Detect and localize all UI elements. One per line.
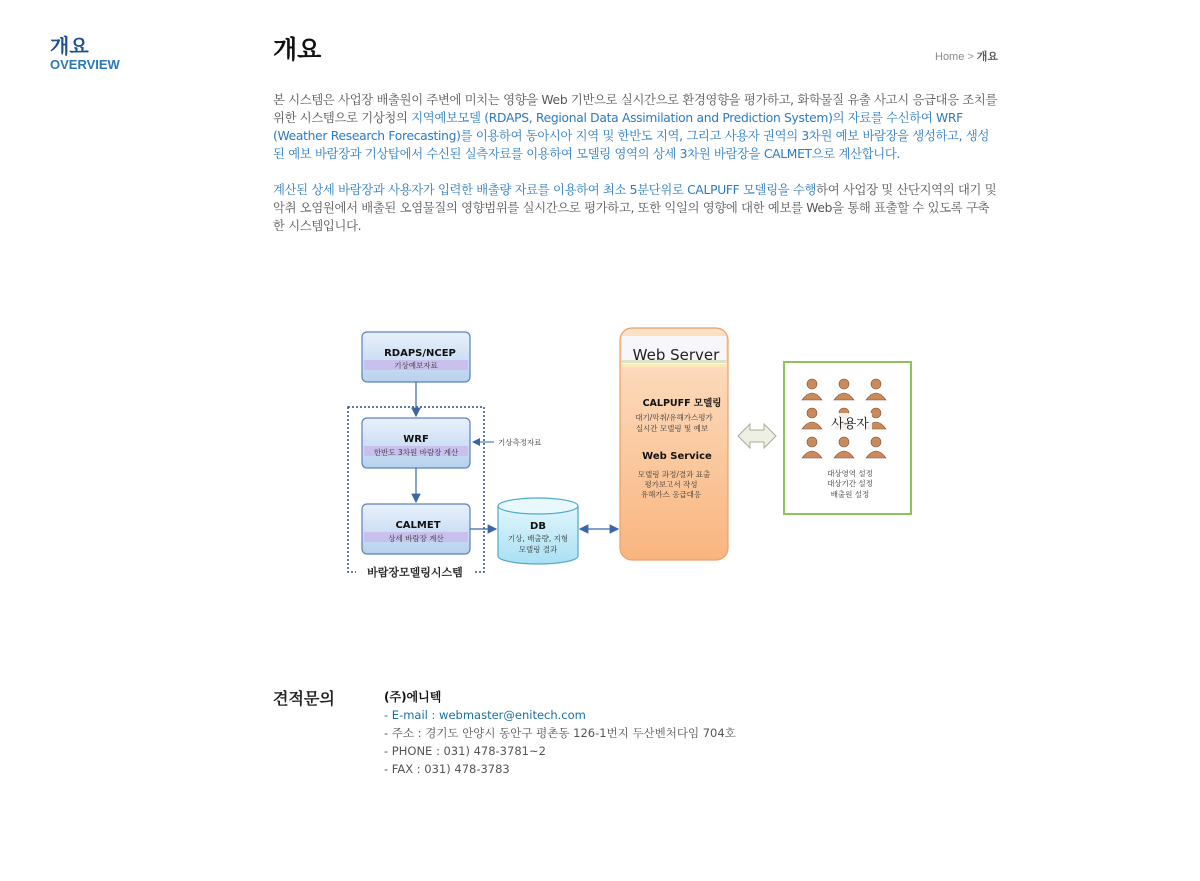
intro-p1-text: 본 시스템은 사업장 배출원이 주변에 미치는 영향을 Web 기반으로 실시간으로 환경영향을 평가하고, 화학물질 유출 사고시 응급대응 조치를 위한 시스템으로 기상청의 — [273, 93, 998, 125]
intro-p2-highlight: 계산된 상세 바람장과 사용자가 입력한 배출량 자료를 이용하여 최소 5분단위로 CALPUFF 모델링을 수행 — [273, 183, 817, 197]
rdaps-title: RDAPS/NCEP — [384, 348, 456, 359]
user-line2: 대상기간 설정 — [827, 479, 873, 488]
calmet-subtitle: 상세 바람장 계산 — [388, 534, 444, 543]
user-line1: 대상영역 설정 — [827, 469, 873, 478]
db-cylinder — [498, 498, 578, 564]
web-service-line2: 평가보고서 작성 — [644, 480, 698, 489]
contact-fax: - FAX : 031) 478-3783 — [384, 762, 510, 776]
system-diagram — [340, 320, 920, 590]
intro-p2-text: 하여 사업장 및 산단지역의 대기 및 악취 오염원에서 배출된 오염물질의 영향범위를 실시간으로 평가하고, 또한 익일의 영향에 대한 예보를 Web을 통해 표출할 수 있도록 구축한 시스템입니다. — [273, 183, 997, 233]
wrf-title: WRF — [403, 434, 429, 445]
web-server-title: Web Server — [632, 346, 720, 364]
web-service-title: Web Service — [642, 451, 712, 462]
web-service-line1: 모델링 과정/결과 표출 — [637, 470, 711, 479]
calmet-box — [362, 504, 470, 554]
breadcrumb-current: 개요 — [976, 51, 999, 63]
web-server-box — [620, 328, 728, 560]
calpuff-line1: 대기/악취/유해가스평가 — [635, 413, 713, 422]
user-box — [784, 362, 911, 514]
breadcrumb-home-link[interactable]: Home — [935, 51, 965, 63]
calmet-title: CALMET — [395, 520, 441, 531]
web-service-line3: 유해가스 응급대응 — [640, 490, 702, 499]
user-title: 사용자 — [831, 417, 869, 432]
intro-p1-highlight: 지역예보모델 (RDAPS, Regional Data Assimilation and Prediction System)의 자료를 수신하여 WRF (Weather Research Forecasting)를 이용하여 동아시아 지역 및 한반도 지역, 그리고 사용자 권역의 3차원 예보 바람장을 생성하고, 생성된 예보 바람장과 기상탑에서 수신된 실측자료를 이용하여 모델링 영역의 상세 3차원 바람장을 CALMET으로 계산합니다. — [273, 111, 990, 161]
double-arrow-icon — [738, 424, 776, 448]
sidebar-subtitle: OVERVIEW — [50, 57, 120, 72]
wrf-box — [362, 418, 470, 468]
contact-phone: - PHONE : 031) 478-3781~2 — [384, 744, 546, 758]
calpuff-title: CALPUFF 모델링 — [642, 398, 722, 409]
contact-title: 견적문의 — [273, 689, 335, 708]
wrf-subtitle: 한반도 3차원 바람장 계산 — [373, 448, 459, 457]
contact-address: - 주소 : 경기도 안양시 동안구 평촌동 126-1번지 두산벤처다임 704호 — [384, 726, 736, 740]
intro-paragraph-2 — [273, 181, 998, 235]
page-title: 개요 — [273, 35, 322, 64]
intro-paragraph-1 — [273, 91, 998, 163]
intro-text — [273, 91, 998, 253]
db-title: DB — [530, 521, 546, 532]
contact-info — [384, 688, 736, 778]
breadcrumb-separator: > — [967, 51, 974, 63]
contact-company: (주)에니텍 — [384, 690, 442, 704]
sidebar-title: 개요 — [50, 34, 89, 58]
db-line2: 모델링 결과 — [518, 545, 558, 554]
rdaps-box — [362, 332, 470, 382]
wind-modeling-group-label: 바람장모델링시스템 — [367, 566, 463, 579]
rdaps-subtitle: 기상예보자료 — [394, 361, 438, 370]
breadcrumb — [935, 48, 998, 64]
observation-label: 기상측정자료 — [498, 438, 542, 447]
calpuff-line2: 실시간 모델링 및 예보 — [635, 424, 709, 433]
db-line1: 기상, 배출량, 지형 — [507, 534, 569, 543]
contact-email-link[interactable]: - E-mail : webmaster@enitech.com — [384, 708, 586, 722]
user-line3: 배출원 설정 — [830, 490, 870, 499]
